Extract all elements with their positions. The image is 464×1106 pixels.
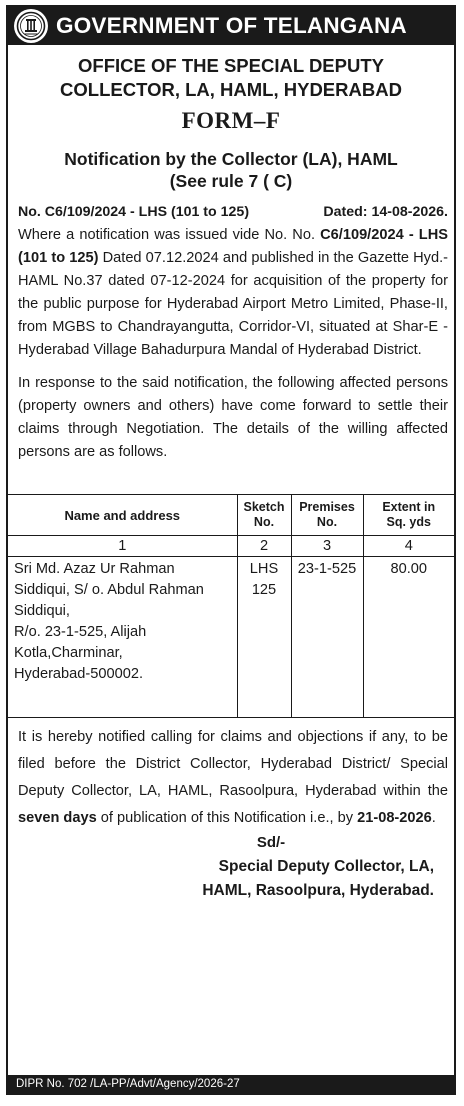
claims-notice-paragraph [18,724,448,832]
closing-text-mid: of publication of this Notification i.e., by [96,810,358,826]
table-row [8,557,454,718]
closing-text-end: . [431,810,436,826]
sketch-line-1: LHS [249,561,279,577]
notification-line-1: Notification by the Collector (LA), HAML [64,149,398,169]
state-emblem-icon [14,9,48,43]
column-number: 2 [237,536,291,557]
affected-persons-table [8,494,454,718]
column-number: 1 [8,536,237,557]
sketch-header-line-1: Sketch [243,500,285,514]
premises-header-line-2: No. [316,515,338,529]
name-line: Sri Md. Azaz Ur Rahman [14,561,175,577]
reference-line [18,204,448,220]
paragraph-1-reference: C6/109/2024 - LHS (101 to 125) [18,227,448,266]
response-paragraph: In response to the said notification, the following affected persons (property owners and others) have come forward to settle their claims through Negotiation. The details of the willing affected persons are as follows. [18,375,448,460]
column-header-extent [363,495,454,536]
sketch-line-2: 125 [251,582,277,598]
column-header-premises [291,495,363,536]
government-header-bar [8,7,454,45]
signatory-block [8,855,434,903]
column-header-name: Name and address [8,495,237,536]
sketch-header-line-2: No. [253,515,275,529]
government-title: GOVERNMENT OF TELANGANA [56,13,407,38]
closing-text-start: It is hereby notified calling for claims and objections if any, to be filed before the District Collector, Hyderabad District/ Special Deputy Collector, LA, HAML, Rasoolpura, Hyderabad within the [18,729,448,799]
signatory-line-1: Special Deputy Collector, LA, [218,858,434,875]
closing-days: seven days [18,810,97,826]
address-line: Hyderabad-500002. [14,666,144,682]
column-number: 4 [363,536,454,557]
name-line: Siddiqui, S/ o. Abdul Rahman [14,582,204,598]
premises-header-line-1: Premises [299,500,355,514]
column-number: 3 [291,536,363,557]
notification-paragraph [18,224,448,362]
address-line: R/o. 23-1-525, Alijah [14,624,147,640]
address-line: Kotla,Charminar, [14,645,123,661]
premises-number-cell: 23-1-525 [291,557,363,718]
extent-header-line-1: Extent in [382,500,436,514]
form-title: FORM–F [181,108,281,133]
column-number-row [8,536,454,557]
dipr-footer-bar: DIPR No. 702 /LA-PP/Advt/Agency/2026-27 [8,1075,454,1093]
office-line-1: OFFICE OF THE SPECIAL DEPUTY [78,55,384,76]
office-line-2: COLLECTOR, LA, HAML, HYDERABAD [60,79,402,100]
extent-cell: 80.00 [363,557,454,718]
table-header-row [8,495,454,536]
paragraph-1-rest: Dated 07.12.2024 and published in the Gazette Hyd.-HAML No.37 dated 07-12-2024 for acquisition of the property for the public purpose for Hyderabad Airport Metro Limited, Phase-II, from MGBS to Chandrayangutta, Corridor-VI, situated at Shar-E - Hyderabad Village Bahadurpura Mandal of Hyderabad District. [18,250,448,358]
notification-line-2: (See rule 7 ( C) [169,171,293,191]
reference-number: No. C6/109/2024 - LHS (101 to 125) [18,204,250,220]
closing-deadline: 21-08-2026 [357,810,432,826]
signatory-line-2: HAML, Rasoolpura, Hyderabad. [202,882,434,899]
name-line: Siddiqui, [14,603,70,619]
signed-mark: Sd/- [256,834,286,851]
office-title [8,54,454,102]
column-header-sketch [237,495,291,536]
sketch-number-cell [237,557,291,718]
notification-heading [8,148,454,192]
notification-advertisement [6,5,456,1095]
extent-header-line-2: Sq. yds [386,515,431,529]
paragraph-1-start: Where a notification was issued vide No. No. [18,227,321,243]
name-and-address-cell [8,557,237,718]
reference-date: Dated: 14-08-2026. [323,204,448,220]
